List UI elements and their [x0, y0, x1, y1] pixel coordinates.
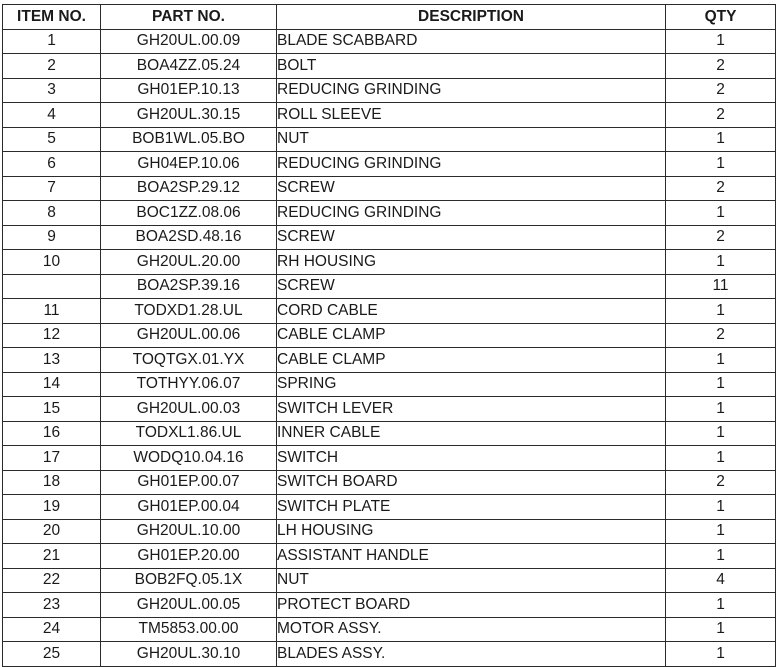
- cell-description: BLADE SCABBARD: [277, 29, 666, 54]
- header-row: [3, 5, 776, 30]
- table-row: [3, 250, 776, 275]
- cell-qty: 4: [666, 568, 776, 593]
- cell-qty: 1: [666, 421, 776, 446]
- cell-description: ROLL SLEEVE: [277, 103, 666, 128]
- cell-description: SWITCH PLATE: [277, 495, 666, 520]
- cell-part-no: GH01EP.00.04: [101, 495, 277, 520]
- cell-item-no: 13: [3, 348, 101, 373]
- table-row: [3, 103, 776, 128]
- cell-qty: 1: [666, 397, 776, 422]
- table-row: [3, 568, 776, 593]
- cell-item-no: 17: [3, 446, 101, 471]
- cell-item-no: 11: [3, 299, 101, 324]
- cell-description: BLADES ASSY.: [277, 642, 666, 667]
- table-header: [3, 5, 776, 30]
- cell-description: CABLE CLAMP: [277, 323, 666, 348]
- table-row: [3, 225, 776, 250]
- cell-qty: 2: [666, 323, 776, 348]
- table-row: [3, 348, 776, 373]
- cell-item-no: 20: [3, 519, 101, 544]
- cell-description: CABLE CLAMP: [277, 348, 666, 373]
- header-item-no: ITEM NO.: [3, 5, 101, 30]
- cell-qty: 1: [666, 348, 776, 373]
- cell-qty: 1: [666, 201, 776, 226]
- table-row: [3, 152, 776, 177]
- cell-item-no: 25: [3, 642, 101, 667]
- cell-qty: 2: [666, 54, 776, 79]
- cell-description: CORD CABLE: [277, 299, 666, 324]
- cell-item-no: 19: [3, 495, 101, 520]
- cell-part-no: BOA2SP.29.12: [101, 176, 277, 201]
- parts-list-table: [2, 4, 776, 667]
- cell-part-no: GH20UL.30.10: [101, 642, 277, 667]
- cell-description: SCREW: [277, 274, 666, 299]
- table-row: [3, 274, 776, 299]
- cell-qty: 2: [666, 176, 776, 201]
- cell-qty: 1: [666, 446, 776, 471]
- cell-description: SWITCH LEVER: [277, 397, 666, 422]
- table-row: [3, 323, 776, 348]
- cell-part-no: TOTHYY.06.07: [101, 372, 277, 397]
- table-row: [3, 495, 776, 520]
- table-row: [3, 54, 776, 79]
- cell-description: REDUCING GRINDING: [277, 201, 666, 226]
- cell-description: REDUCING GRINDING: [277, 152, 666, 177]
- table-row: [3, 78, 776, 103]
- cell-part-no: WODQ10.04.16: [101, 446, 277, 471]
- cell-part-no: GH20UL.10.00: [101, 519, 277, 544]
- cell-item-no: 4: [3, 103, 101, 128]
- cell-part-no: TODXL1.86.UL: [101, 421, 277, 446]
- cell-description: NUT: [277, 568, 666, 593]
- cell-qty: 1: [666, 299, 776, 324]
- cell-item-no: 22: [3, 568, 101, 593]
- cell-description: RH HOUSING: [277, 250, 666, 275]
- cell-part-no: GH01EP.20.00: [101, 544, 277, 569]
- cell-description: MOTOR ASSY.: [277, 617, 666, 642]
- cell-description: REDUCING GRINDING: [277, 78, 666, 103]
- table-row: [3, 421, 776, 446]
- cell-qty: 2: [666, 103, 776, 128]
- cell-item-no: 2: [3, 54, 101, 79]
- cell-part-no: GH01EP.10.13: [101, 78, 277, 103]
- cell-item-no: 5: [3, 127, 101, 152]
- cell-part-no: GH20UL.00.06: [101, 323, 277, 348]
- cell-description: SWITCH BOARD: [277, 470, 666, 495]
- table-row: [3, 29, 776, 54]
- cell-item-no: 15: [3, 397, 101, 422]
- cell-item-no: 16: [3, 421, 101, 446]
- header-part-no: PART NO.: [101, 5, 277, 30]
- cell-description: ASSISTANT HANDLE: [277, 544, 666, 569]
- cell-part-no: TM5853.00.00: [101, 617, 277, 642]
- cell-item-no: 21: [3, 544, 101, 569]
- cell-part-no: TOQTGX.01.YX: [101, 348, 277, 373]
- cell-qty: 1: [666, 642, 776, 667]
- table-row: [3, 397, 776, 422]
- cell-item-no: 24: [3, 617, 101, 642]
- cell-item-no: 23: [3, 593, 101, 618]
- cell-part-no: GH01EP.00.07: [101, 470, 277, 495]
- cell-part-no: GH20UL.00.05: [101, 593, 277, 618]
- cell-part-no: TODXD1.28.UL: [101, 299, 277, 324]
- cell-qty: 2: [666, 78, 776, 103]
- cell-part-no: GH04EP.10.06: [101, 152, 277, 177]
- cell-qty: 1: [666, 29, 776, 54]
- cell-part-no: BOA2SD.48.16: [101, 225, 277, 250]
- table-body: [3, 29, 776, 666]
- cell-item-no: 6: [3, 152, 101, 177]
- table-row: [3, 544, 776, 569]
- cell-qty: 11: [666, 274, 776, 299]
- table-row: [3, 372, 776, 397]
- cell-description: INNER CABLE: [277, 421, 666, 446]
- cell-item-no: 3: [3, 78, 101, 103]
- table-row: [3, 176, 776, 201]
- cell-item-no: 14: [3, 372, 101, 397]
- cell-item-no: 7: [3, 176, 101, 201]
- table-row: [3, 299, 776, 324]
- cell-item-no: 10: [3, 250, 101, 275]
- cell-description: SCREW: [277, 225, 666, 250]
- cell-item-no: 12: [3, 323, 101, 348]
- cell-qty: 2: [666, 225, 776, 250]
- cell-part-no: BOA2SP.39.16: [101, 274, 277, 299]
- cell-item-no: 18: [3, 470, 101, 495]
- cell-item-no: 1: [3, 29, 101, 54]
- table-row: [3, 201, 776, 226]
- cell-part-no: GH20UL.20.00: [101, 250, 277, 275]
- cell-qty: 1: [666, 250, 776, 275]
- cell-part-no: GH20UL.00.09: [101, 29, 277, 54]
- table-row: [3, 519, 776, 544]
- cell-part-no: BOB1WL.05.BO: [101, 127, 277, 152]
- cell-qty: 1: [666, 617, 776, 642]
- cell-item-no: 8: [3, 201, 101, 226]
- cell-qty: 1: [666, 127, 776, 152]
- cell-description: SWITCH: [277, 446, 666, 471]
- cell-description: BOLT: [277, 54, 666, 79]
- cell-qty: 1: [666, 495, 776, 520]
- header-qty: QTY: [666, 5, 776, 30]
- cell-part-no: GH20UL.00.03: [101, 397, 277, 422]
- cell-qty: 2: [666, 470, 776, 495]
- cell-qty: 1: [666, 544, 776, 569]
- cell-item-no: [3, 274, 101, 299]
- cell-part-no: BOC1ZZ.08.06: [101, 201, 277, 226]
- cell-description: PROTECT BOARD: [277, 593, 666, 618]
- cell-qty: 1: [666, 152, 776, 177]
- cell-description: SPRING: [277, 372, 666, 397]
- cell-qty: 1: [666, 519, 776, 544]
- table-row: [3, 593, 776, 618]
- cell-description: LH HOUSING: [277, 519, 666, 544]
- table-row: [3, 617, 776, 642]
- cell-part-no: GH20UL.30.15: [101, 103, 277, 128]
- table-row: [3, 446, 776, 471]
- cell-part-no: BOB2FQ.05.1X: [101, 568, 277, 593]
- cell-part-no: BOA4ZZ.05.24: [101, 54, 277, 79]
- table-row: [3, 127, 776, 152]
- cell-qty: 1: [666, 372, 776, 397]
- cell-description: SCREW: [277, 176, 666, 201]
- cell-item-no: 9: [3, 225, 101, 250]
- cell-qty: 1: [666, 593, 776, 618]
- cell-description: NUT: [277, 127, 666, 152]
- table-row: [3, 470, 776, 495]
- header-description: DESCRIPTION: [277, 5, 666, 30]
- table-row: [3, 642, 776, 667]
